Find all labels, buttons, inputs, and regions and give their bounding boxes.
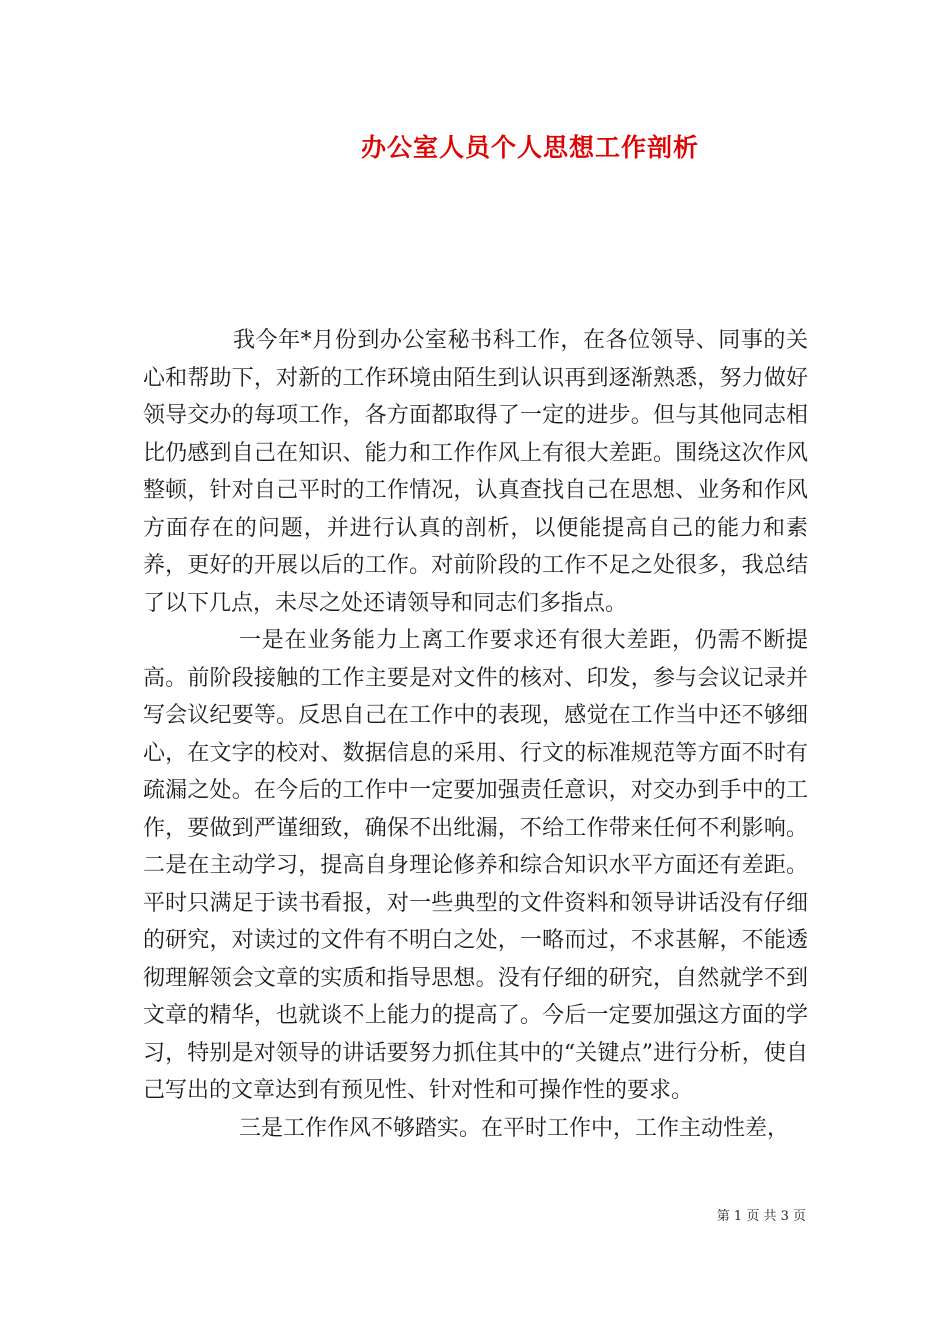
page-number: 第 1 页 共 3 页 [716, 1209, 806, 1224]
document-title: 办公室人员个人思想工作剖析 [360, 133, 699, 162]
paragraph-intro: 我今年*月份到办公室秘书科工作，在各位领导、同事的关心和帮助下，对新的工作环境由陌生到认识再到逐渐熟悉，努力做好领导交办的每项工作，各方面都取得了一定的进步。但与其他同志相比仍感到自己在知识、能力和工作作风上有很大差距。围绕这次作风整顿，针对自己平时的工作情况，认真查找自己在思想、业务和作风方面存在的问题，并进行认真的剖析，以便能提高自己的能力和素养，更好的开展以后的工作。对前阶段的工作不足之处很多，我总结了以下几点，未尽之处还请领导和同志们多指点。 [143, 328, 808, 616]
document-body [143, 322, 808, 1147]
paragraph-points-one-two: 一是在业务能力上离工作要求还有很大差距，仍需不断提高。前阶段接触的工作主要是对文件的核对、印发，参与会议记录并写会议纪要等。反思自己在工作中的表现，感觉在工作当中还不够细心，在文字的校对、数据信息的采用、行文的标准规范等方面不时有疏漏之处。在今后的工作中一定要加强责任意识，对交办到手中的工作，要做到严谨细致，确保不出纰漏，不给工作带来任何不利影响。二是在主动学习，提高自身理论修养和综合知识水平方面还有差距。平时只满足于读书看报，对一些典型的文件资料和领导讲话没有仔细的研究，对读过的文件有不明白之处，一略而过，不求甚解，不能透彻理解领会文章的实质和指导思想。没有仔细的研究，自然就学不到文章的精华，也就谈不上能力的提高了。今后一定要加强这方面的学习，特别是对领导的讲话要努力抓住其中的“关键点”进行分析，使自己写出的文章达到有预见性、针对性和可操作性的要求。 [143, 628, 808, 1103]
paragraph-point-three: 三是工作作风不够踏实。在平时工作中，工作主动性差， [239, 1115, 790, 1141]
